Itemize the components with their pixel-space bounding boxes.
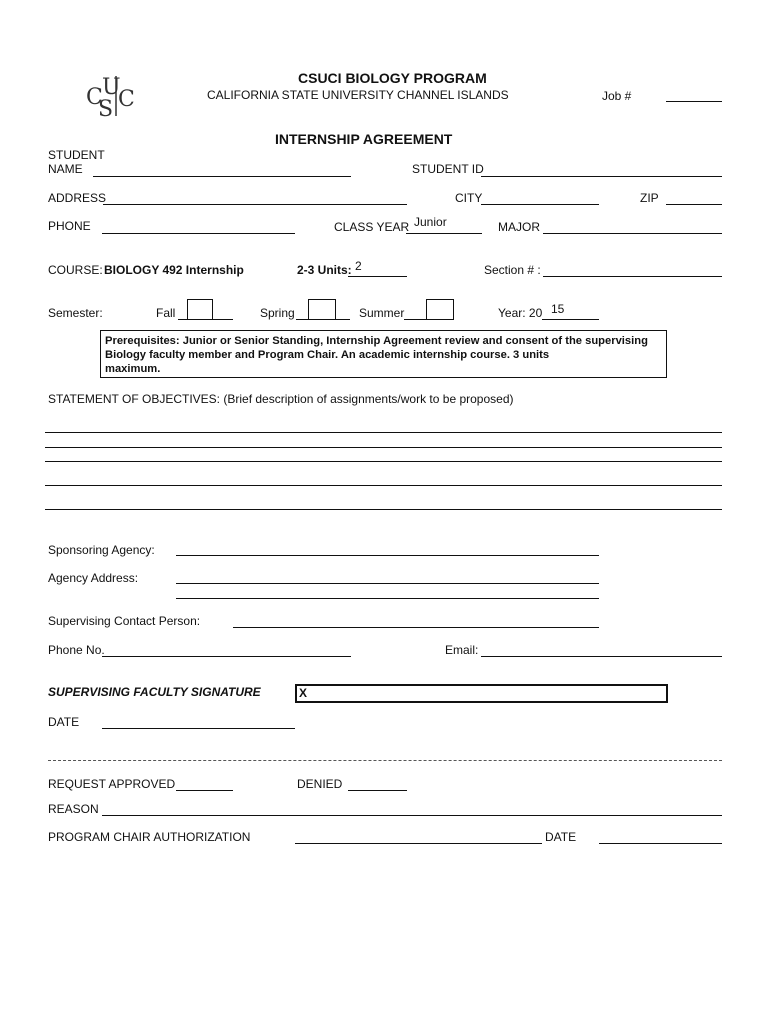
reason-label: REASON xyxy=(48,802,99,816)
agency-email-label: Email: xyxy=(445,643,479,657)
faculty-signature-box[interactable] xyxy=(295,684,668,703)
units-field[interactable] xyxy=(348,276,407,277)
course-label: COURSE: xyxy=(48,263,103,277)
agency-address-field-2[interactable] xyxy=(176,598,599,599)
objectives-line-5[interactable] xyxy=(45,509,722,510)
contact-person-label: Supervising Contact Person: xyxy=(48,614,201,628)
section-field[interactable] xyxy=(543,276,722,277)
form-title: INTERNSHIP AGREEMENT xyxy=(275,131,453,147)
phone-field[interactable] xyxy=(102,233,295,234)
city-field[interactable] xyxy=(481,204,599,205)
agency-email-field[interactable] xyxy=(481,656,722,657)
agency-phone-label: Phone No. xyxy=(48,643,105,657)
fall-label: Fall xyxy=(156,306,176,320)
university-name: CALIFORNIA STATE UNIVERSITY CHANNEL ISLANDS xyxy=(207,88,509,102)
address-label: ADDRESS xyxy=(48,191,107,205)
signature-x-mark: X xyxy=(299,686,308,700)
chair-date-field[interactable] xyxy=(599,843,722,844)
signature-date-field[interactable] xyxy=(102,728,295,729)
objectives-line-3[interactable] xyxy=(45,461,722,462)
major-field[interactable] xyxy=(543,233,722,234)
semester-label: Semester: xyxy=(48,306,103,320)
student-name-label-2: NAME xyxy=(48,162,83,176)
agency-address-label: Agency Address: xyxy=(48,571,139,585)
class-year-label: CLASS YEAR xyxy=(334,220,410,234)
summer-label: Summer xyxy=(359,306,405,320)
sponsoring-agency-label: Sponsoring Agency: xyxy=(48,543,155,557)
prerequisites-box xyxy=(100,330,667,378)
job-label: Job # xyxy=(602,89,632,103)
program-chair-signature-field[interactable] xyxy=(295,843,542,844)
year-label: Year: 20 xyxy=(498,306,543,320)
spring-underline xyxy=(296,319,350,320)
course-value: BIOLOGY 492 Internship xyxy=(104,263,244,277)
student-name-field[interactable] xyxy=(93,176,351,177)
student-id-field[interactable] xyxy=(481,176,722,177)
signature-date-label: DATE xyxy=(48,715,80,729)
svg-text:S: S xyxy=(98,97,114,122)
reason-field[interactable] xyxy=(102,815,722,816)
student-name-label-1: STUDENT xyxy=(48,148,105,162)
units-label: 2-3 Units: xyxy=(297,263,352,277)
summer-underline xyxy=(404,319,454,320)
class-year-value[interactable]: Junior xyxy=(414,215,447,229)
objectives-line-1[interactable] xyxy=(45,432,722,433)
objectives-line-4[interactable] xyxy=(45,485,722,486)
major-label: MAJOR xyxy=(498,220,540,234)
faculty-signature-label: SUPERVISING FACULTY SIGNATURE xyxy=(48,685,261,699)
program-chair-label: PROGRAM CHAIR AUTHORIZATION xyxy=(48,830,251,844)
job-field[interactable] xyxy=(666,101,722,102)
phone-label: PHONE xyxy=(48,219,91,233)
svg-text:C: C xyxy=(118,87,135,112)
zip-label: ZIP xyxy=(640,191,659,205)
section-divider xyxy=(48,760,722,761)
contact-person-field[interactable] xyxy=(233,627,599,628)
section-label: Section # : xyxy=(484,263,541,277)
denied-label: DENIED xyxy=(297,777,343,791)
chair-date-label: DATE xyxy=(545,830,577,844)
fall-checkbox[interactable] xyxy=(187,299,213,320)
svg-text:U: U xyxy=(102,75,121,100)
year-field[interactable] xyxy=(542,319,599,320)
csuci-logo xyxy=(84,72,144,122)
summer-checkbox[interactable] xyxy=(426,299,454,320)
year-value[interactable]: 15 xyxy=(551,302,565,316)
agency-phone-field[interactable] xyxy=(102,656,351,657)
program-title: CSUCI BIOLOGY PROGRAM xyxy=(298,70,487,86)
student-id-label: STUDENT ID xyxy=(412,162,484,176)
city-label: CITY xyxy=(455,191,483,205)
request-approved-label: REQUEST APPROVED xyxy=(48,777,176,791)
objectives-line-2[interactable] xyxy=(45,447,722,448)
request-approved-field[interactable] xyxy=(176,790,233,791)
units-value[interactable]: 2 xyxy=(355,259,362,273)
fall-underline xyxy=(178,319,233,320)
class-year-field[interactable] xyxy=(406,233,482,234)
denied-field[interactable] xyxy=(348,790,407,791)
agency-address-field-1[interactable] xyxy=(176,583,599,584)
zip-field[interactable] xyxy=(666,204,722,205)
prerequisites-line-3: maximum. xyxy=(105,363,161,375)
spring-checkbox[interactable] xyxy=(308,299,336,320)
spring-label: Spring xyxy=(260,306,295,320)
sponsoring-agency-field[interactable] xyxy=(176,555,599,556)
address-field[interactable] xyxy=(103,204,407,205)
prerequisites-line-2: Biology faculty member and Program Chair. An academic internship course. 3 units xyxy=(105,349,550,361)
objectives-label: STATEMENT OF OBJECTIVES: (Brief description of assignments/work to be proposed) xyxy=(48,392,514,406)
svg-text:C: C xyxy=(86,85,103,110)
prerequisites-line-1: Prerequisites: Junior or Senior Standing, Internship Agreement review and consent of the supervising xyxy=(105,335,648,347)
